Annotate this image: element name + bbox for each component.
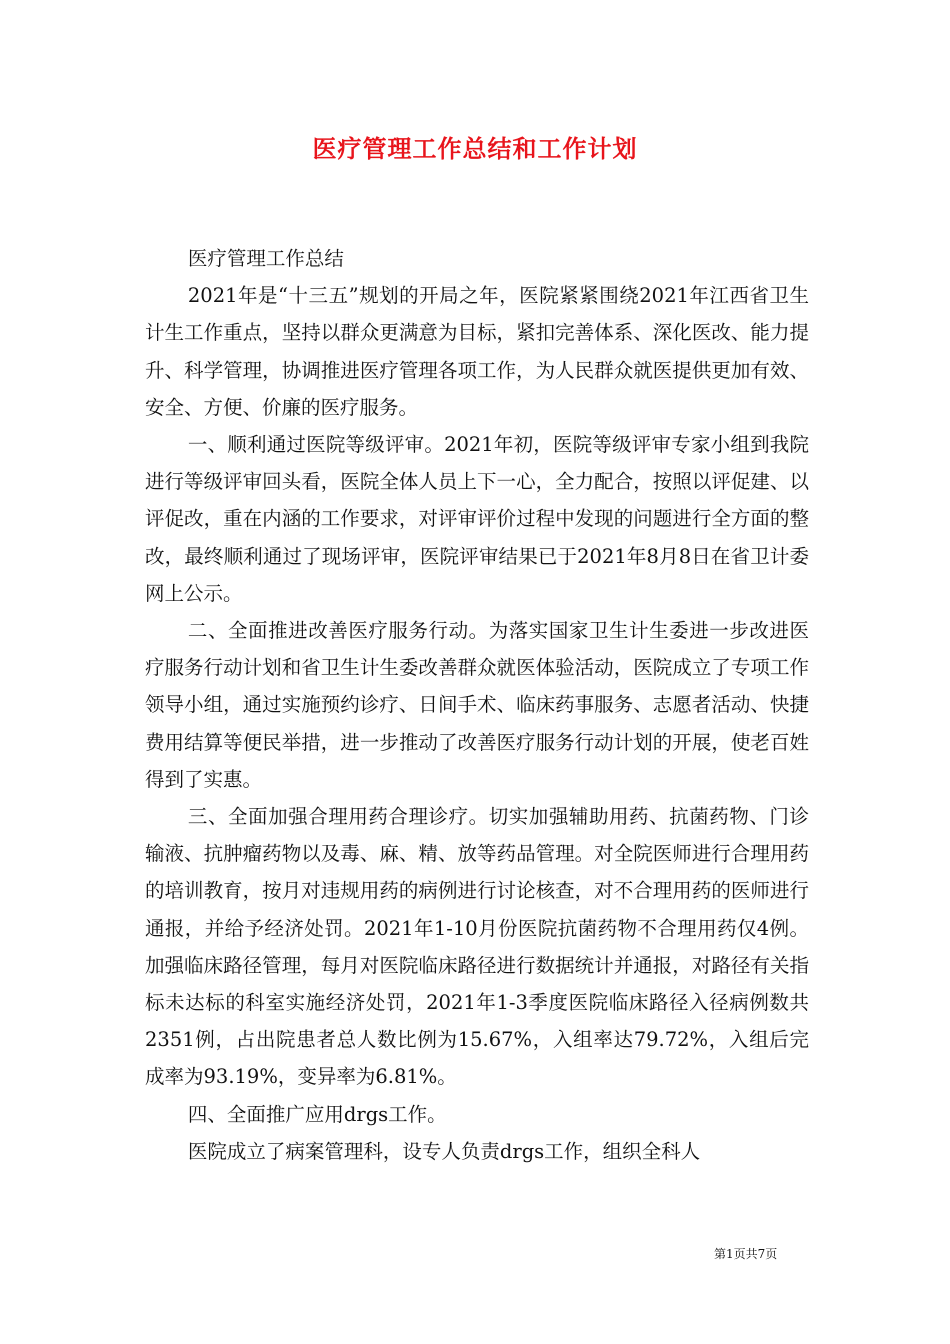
paragraph-item-3: 三、全面加强合理用药合理诊疗。切实加强辅助用药、抗菌药物、门诊输液、抗肿瘤药物以及毒、麻、精、放等药品管理。对全院医师进行合理用药的培训教育，按月对违规用药的病例进行讨论核查，对不合理用药的医师进行通报，并给予经济处罚。2021年1-10月份医院抗菌药物不合理用药仅4例。加强临床路径管理，每月对医院临床路径进行数据统计并通报，对路径有关指标未达标的科室实施经济处罚，2021年1-3季度医院临床路径入径病例数共2351例，占出院患者总人数比例为15.67%，入组率达79.72%，入组后完成率为93.19%，变异率为6.81%。 (145, 805, 809, 1089)
paragraph-item-1: 一、顺利通过医院等级评审。2021年初，医院等级评审专家小组到我院进行等级评审回头看，医院全体人员上下一心，全力配合，按照以评促建、以评促改，重在内涵的工作要求，对评审评价过程中发现的问题进行全方面的整改，最终顺利通过了现场评审，医院评审结果已于2021年8月8日在省卫计委网上公示。 (145, 433, 809, 605)
page-number-footer: 第1页共7页 (714, 1247, 778, 1261)
paragraph-item-4-body: 医院成立了病案管理科，设专人负责drgs工作，组织全科人 (187, 1139, 701, 1163)
paragraph-intro: 2021年是“十三五”规划的开局之年，医院紧紧围绕2021年江西省卫生计生工作重点，坚持以群众更满意为目标，紧扣完善体系、深化医改、能力提升、科学管理，协调推进医疗管理各项工作，为人民群众就医提供更加有效、安全、方便、价廉的医疗服务。 (145, 284, 809, 419)
document-body (145, 240, 809, 1170)
paragraph-item-4-heading: 四、全面推广应用drgs工作。 (187, 1102, 447, 1126)
paragraph-item-2: 二、全面推进改善医疗服务行动。为落实国家卫生计生委进一步改进医疗服务行动计划和省卫生计生委改善群众就医体验活动，医院成立了专项工作领导小组，通过实施预约诊疗、日间手术、临床药事服务、志愿者活动、快捷费用结算等便民举措，进一步推动了改善医疗服务行动计划的开展，使老百姓得到了实惠。 (145, 619, 809, 791)
document-title: 医疗管理工作总结和工作计划 (312, 134, 638, 163)
section-heading: 医疗管理工作总结 (187, 247, 344, 270)
